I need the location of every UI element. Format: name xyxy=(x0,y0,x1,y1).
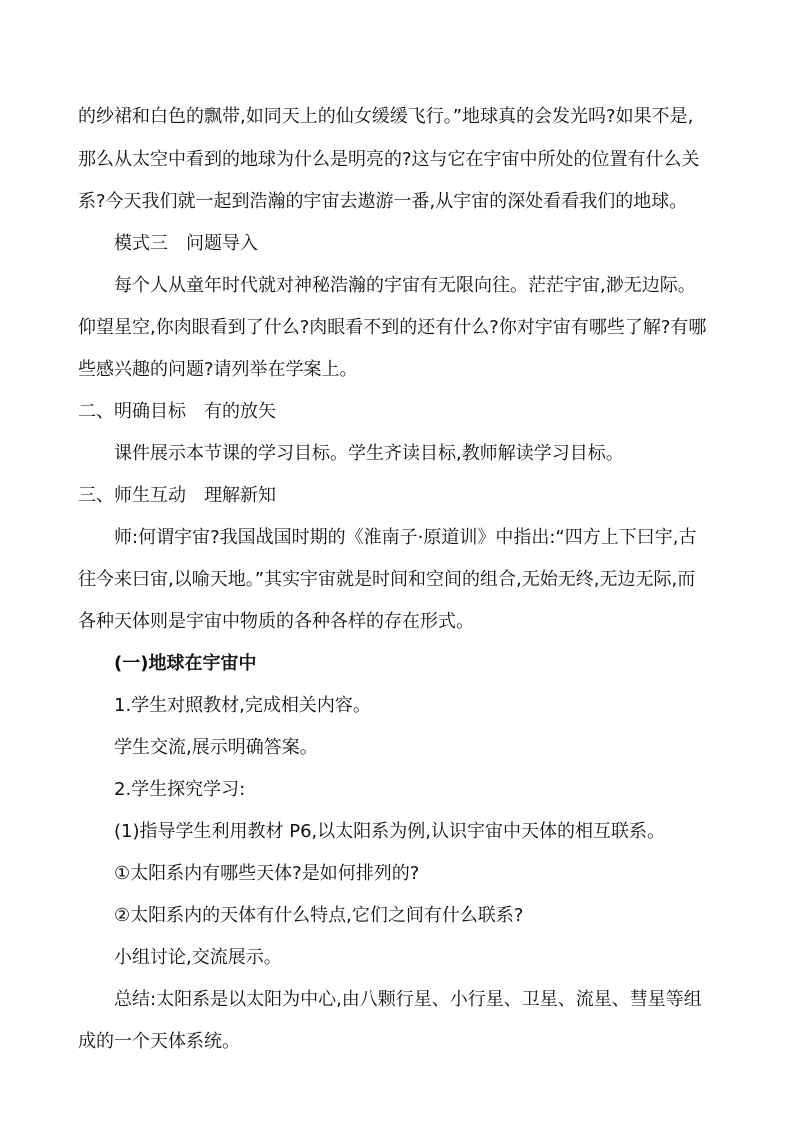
paragraph-line-12: 往今来曰宙,以喻天地。”其实宇宙就是时间和空间的组合,无始无终,无边无际,而 xyxy=(78,569,696,590)
summary-line-2: 成的一个天体系统。 xyxy=(78,1031,240,1052)
paragraph-line-18: (1)指导学生利用教材 P6,以太阳系为例,认识宇宙中天体的相互联系。 xyxy=(114,821,665,842)
paragraph-line-3: 系?今天我们就一起到浩瀚的宇宙去遨游一番,从宇宙的深处看看我们的地球。 xyxy=(78,191,688,212)
section-heading-mode-three: 模式三 问题导入 xyxy=(114,233,258,254)
paragraph-line-11: 师:何谓宇宙?我国战国时期的《淮南子·原道训》中指出:“四方上下曰宇,古 xyxy=(114,527,697,548)
paragraph-line-2: 那么从太空中看到的地球为什么是明亮的?这与它在宇宙中所处的位置有什么关 xyxy=(78,149,700,170)
paragraph-line-7: 些感兴趣的问题?请列举在学案上。 xyxy=(78,359,358,380)
paragraph-line-21: 小组讨论,交流展示。 xyxy=(114,947,282,968)
section-heading-goals: 二、明确目标 有的放矢 xyxy=(78,401,276,422)
paragraph-line-15: 1.学生对照教材,完成相关内容。 xyxy=(114,695,371,716)
question-item-1: ①太阳系内有哪些天体?是如何排列的? xyxy=(114,863,420,884)
summary-line-1: 总结:太阳系是以太阳为中心,由八颗行星、小行星、卫星、流星、彗星等组 xyxy=(114,989,702,1010)
paragraph-line-6: 仰望星空,你肉眼看到了什么?肉眼看不到的还有什么?你对宇宙有哪些了解?有哪 xyxy=(78,317,707,338)
question-item-2: ②太阳系内的天体有什么特点,它们之间有什么联系? xyxy=(114,905,524,926)
subsection-heading-earth: (一)地球在宇宙中 xyxy=(114,653,257,674)
paragraph-line-16: 学生交流,展示明确答案。 xyxy=(114,737,318,758)
paragraph-line-17: 2.学生探究学习: xyxy=(114,779,246,800)
paragraph-line-13: 各种天体则是宇宙中物质的各种各样的存在形式。 xyxy=(78,611,474,632)
paragraph-line-5: 每个人从童年时代就对神秘浩瀚的宇宙有无限向往。茫茫宇宙,渺无边际。 xyxy=(114,275,696,296)
paragraph-line-9: 课件展示本节课的学习目标。学生齐读目标,教师解读学习目标。 xyxy=(114,443,624,464)
paragraph-line-1: 的纱裙和白色的飘带,如同天上的仙女缓缓飞行。”地球真的会发光吗?如果不是, xyxy=(78,106,694,127)
section-heading-interaction: 三、师生互动 理解新知 xyxy=(78,485,276,506)
